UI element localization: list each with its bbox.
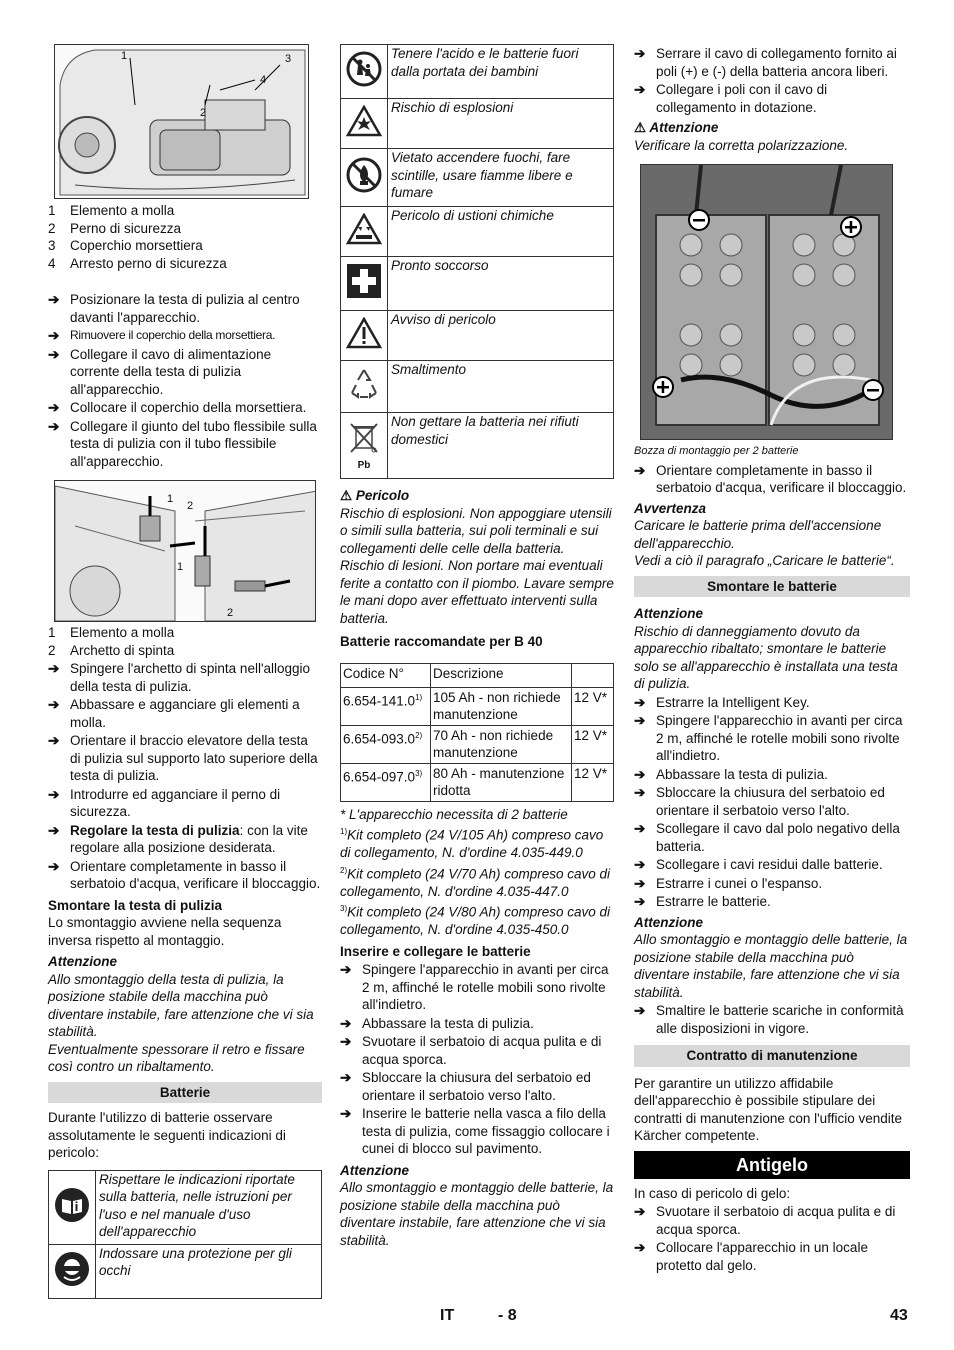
arrow-right-icon: ➔	[634, 766, 646, 782]
column-header: Descrizione	[431, 663, 572, 687]
footnote: $^{2)}$Kit completo (24 V/70 Ah) compreso cavo di collegamento, N. d'ordine 4.035-447.0	[340, 865, 610, 899]
footer-language: IT	[440, 1307, 455, 1324]
arrow-right-icon: ➔	[48, 328, 60, 343]
legend-item: 3 Coperchio morsettiera	[48, 238, 203, 253]
section-bar-contratto: Contratto di manutenzione	[634, 1045, 910, 1067]
column-2	[340, 44, 614, 1249]
step: ➔ Orientare completamente in basso il serbatoio d'acqua, verificare il bloccaggio.	[634, 462, 907, 495]
hazard-text: Pronto soccorso	[388, 257, 614, 311]
column-header: Codice N°	[341, 663, 431, 687]
footnote: $^{3)}$Kit completo (24 V/80 Ah) compreso cavo di collegamento, N. d'ordine 4.035-450.0	[340, 904, 610, 937]
arrow-right-icon: ➔	[48, 733, 60, 748]
step: ➔ Collegare il giunto del tubo flessibile sulla testa di pulizia con il tubo flessibile all'apparecchio.	[48, 418, 317, 469]
explosion-warning-icon	[346, 105, 382, 137]
arrow-right-icon: ➔	[634, 1240, 646, 1255]
table-row: 6.654-097.0$^{3)}$ 80 Ah - manutenzione ridotta 12 V*	[341, 763, 614, 801]
arrow-right-icon: ➔	[634, 46, 646, 61]
arrow-right-icon: ➔	[634, 857, 646, 872]
callout: 1	[121, 50, 128, 62]
attention-text: Allo smontaggio e montaggio delle batterie, la posizione stabile della macchina può diventare instabile, fare attenzione che vi sia stabilità.	[340, 1180, 614, 1248]
note-text: Caricare le batterie prima dell'accensione dell'apparecchio.	[634, 518, 882, 551]
hazard-text: Rispettare le indicazioni riportate sulla batteria, nelle istruzioni per l'uso e nel manuale d'uso dell'apparecchio	[96, 1170, 322, 1244]
paragraph: In caso di pericolo di gelo:	[634, 1185, 791, 1201]
step: ➔ Regolare la testa di pulizia: con la vite regolare alla posizione desiderata.	[48, 822, 308, 855]
table-row	[49, 1170, 322, 1244]
step: ➔ Scollegare il cavo dal polo negativo della batteria.	[634, 821, 900, 854]
step: ➔ Estrarre i cunei o l'espanso.	[634, 875, 823, 891]
legend-item: 1 Elemento a molla	[48, 625, 175, 640]
step: ➔ Abbassare la testa di pulizia.	[634, 766, 828, 782]
danger-text: Rischio di esplosioni. Non appoggiare utensili o simili sulla batteria, sui poli terminali e sui collegamenti delle celle della batteria.	[340, 505, 612, 556]
step: ➔ Orientare completamente in basso il serbatoio d'acqua, verificare il bloccaggio.	[48, 858, 321, 891]
warning-triangle-icon: ⚠	[340, 488, 353, 503]
step: ➔ Svuotare il serbatoio di acqua pulita e di acqua sporca.	[634, 1204, 896, 1237]
table-row	[341, 413, 614, 479]
photo-battery-layout	[640, 164, 893, 440]
step: ➔ Abbassare la testa di pulizia.	[340, 1015, 534, 1031]
no-household-waste-icon	[346, 420, 382, 456]
legend-item: 2 Archetto di spinta	[48, 642, 175, 658]
arrow-right-icon: ➔	[340, 1015, 352, 1031]
hazard-text: Avviso di pericolo	[388, 311, 614, 361]
legend-item: 2 Perno di sicurezza	[48, 220, 182, 236]
table-row	[341, 45, 614, 99]
heading-smontare-testa: Smontare la testa di pulizia	[48, 897, 223, 913]
pb-label: Pb	[357, 459, 371, 471]
arrow-right-icon: ➔	[340, 1070, 352, 1085]
arrow-right-icon: ➔	[634, 821, 646, 836]
section-bar-smontare-batterie: Smontare le batterie	[634, 576, 910, 598]
table-row	[341, 311, 614, 361]
step: ➔ Spingere l'apparecchio in avanti per circa 2 m, affinché le rotelle mobili sono rivolte all'indietro.	[634, 713, 903, 763]
paragraph: Per garantire un utilizzo affidabile dell'apparecchio è possibile stipulare dei contratti di manutenzione con l'ufficio vendite Kärcher competente.	[634, 1075, 902, 1143]
footnote: $^{1)}$Kit completo (24 V/105 Ah) compreso cavo di collegamento, N. d'ordine 4.035-449.0	[340, 827, 604, 860]
arrow-right-icon: ➔	[340, 1034, 352, 1049]
step: ➔ Collocare l'apparecchio in un locale protetto dal gelo.	[634, 1240, 868, 1273]
hazard-text: Non gettare la batteria nei rifiuti domestici	[388, 413, 614, 479]
step: ➔ Scollegare i cavi residui dalle batterie.	[634, 857, 883, 872]
arrow-right-icon: ➔	[634, 1003, 646, 1018]
hazard-text: Vietato accendere fuochi, fare scintille, usare fiamme libere e fumare	[388, 149, 614, 207]
step: ➔ Collegare il cavo di alimentazione corrente della testa di pulizia all'apparecchio.	[48, 346, 272, 397]
table-row	[341, 257, 614, 311]
column-3	[634, 44, 910, 1274]
callout: 2	[200, 107, 207, 119]
hazard-text: Pericolo di ustioni chimiche	[388, 207, 614, 257]
arrow-right-icon: ➔	[340, 1106, 352, 1121]
arrow-right-icon: ➔	[48, 400, 60, 415]
battery-table	[340, 663, 614, 802]
callout: 2	[187, 500, 194, 512]
step: ➔ Estrarre le batterie.	[634, 894, 771, 909]
legend-item: 1 Elemento a molla	[48, 203, 175, 218]
arrow-right-icon: ➔	[634, 785, 646, 800]
callout: 4	[260, 74, 267, 86]
attention-text: Allo smontaggio della testa di pulizia, la posizione stabile della macchina può diventare instabile, fare attenzione che vi sia stabilità.	[48, 971, 314, 1039]
callout: 2	[227, 607, 234, 619]
section-bar-antigelo: Antigelo	[634, 1151, 910, 1179]
step: ➔ Collegare i poli con il cavo di collegamento in dotazione.	[634, 82, 828, 115]
attention-text: Eventualmente spessorare il retro e fissare così contro un ribaltamento.	[48, 1041, 305, 1074]
table-row	[341, 99, 614, 149]
arrow-right-icon: ➔	[48, 858, 60, 874]
step: ➔ Rimuovere il coperchio della morsettiera.	[48, 328, 276, 343]
step: ➔ Collocare il coperchio della morsettiera.	[48, 400, 307, 415]
step: ➔ Posizionare la testa di pulizia al centro davanti l'apparecchio.	[48, 292, 300, 325]
step: ➔ Introdurre ed agganciare il perno di sicurezza.	[48, 786, 281, 819]
figure-push-bar-mount	[54, 480, 316, 622]
figure-2-legend	[48, 624, 322, 659]
recycling-icon	[346, 367, 382, 401]
step: ➔ Abbassare e agganciare gli elementi a molla.	[48, 697, 300, 730]
arrow-right-icon: ➔	[48, 418, 60, 434]
arrow-right-icon: ➔	[48, 822, 60, 838]
step: ➔ Serrare il cavo di collegamento fornito ai poli (+) e (-) della batteria ancora liberi.	[634, 46, 897, 79]
paragraph: Durante l'utilizzo di batterie osservare assolutamente le seguenti indicazioni di pericolo:	[48, 1110, 286, 1160]
attention-label: Attenzione	[340, 1162, 409, 1178]
warning-triangle-icon: ⚠	[634, 120, 647, 135]
column-header	[572, 663, 614, 687]
photo-caption: Bozza di montaggio per 2 batterie	[634, 445, 799, 457]
arrow-right-icon: ➔	[48, 346, 60, 362]
heading-recommended-batteries: Batterie raccomandate per B 40	[340, 634, 543, 649]
arrow-right-icon: ➔	[634, 1204, 646, 1219]
table-row: 6.654-093.0$^{2)}$ 70 Ah - non richiede manutenzione 12 V*	[341, 725, 614, 763]
hazard-text: Rischio di esplosioni	[388, 99, 614, 149]
hazard-text: Indossare una protezione per gli occhi	[96, 1244, 322, 1298]
footer-page-number: 43	[890, 1307, 908, 1324]
step: ➔ Spingere l'archetto di spinta nell'alloggio della testa di pulizia.	[48, 661, 311, 694]
hazard-table-2	[340, 44, 614, 479]
table-header-row	[341, 663, 614, 687]
attention-label: Attenzione	[634, 914, 703, 930]
arrow-right-icon: ➔	[48, 697, 60, 712]
attention-text: Allo smontaggio e montaggio delle batterie, la posizione stabile della macchina può diventare instabile, fare attenzione che vi sia stabilità.	[634, 932, 908, 1000]
callout: 3	[285, 53, 292, 65]
hazard-text: Tenere l'acido e le batterie fuori dalla portata dei bambini	[388, 45, 614, 99]
arrow-right-icon: ➔	[48, 786, 60, 802]
corrosive-warning-icon	[346, 213, 382, 245]
arrow-right-icon: ➔	[634, 713, 646, 728]
attention-label: ⚠ Attenzione	[634, 120, 719, 135]
arrow-right-icon: ➔	[634, 82, 646, 97]
eye-protection-icon	[54, 1251, 90, 1287]
attention-label: Attenzione	[48, 954, 117, 969]
table-row: 6.654-141.0$^{1)}$ 105 Ah - non richiede manutenzione 12 V*	[341, 687, 614, 725]
arrow-right-icon: ➔	[634, 462, 646, 478]
first-aid-icon	[346, 263, 382, 299]
arrow-right-icon: ➔	[340, 962, 352, 977]
column-1	[48, 44, 322, 1299]
general-warning-icon	[346, 317, 382, 349]
step: ➔ Svuotare il serbatoio di acqua pulita e di acqua sporca.	[340, 1034, 602, 1067]
danger-text: Rischio di lesioni. Non portare mai eventuali ferite a contatto con il piombo. Lavare sempre le mani dopo aver effettuato interventi sulla batteria.	[340, 558, 614, 626]
step: ➔ Sbloccare la chiusura del serbatoio ed orientare il serbatoio verso l'alto.	[340, 1070, 591, 1103]
step: ➔ Estrarre la Intelligent Key.	[634, 694, 810, 710]
danger-label: ⚠ Pericolo	[340, 488, 410, 503]
figure-1-legend	[48, 202, 322, 272]
legend-item: 4 Arresto perno di sicurezza	[48, 255, 227, 271]
step: ➔ Spingere l'apparecchio in avanti per circa 2 m, affinché le rotelle mobili sono rivolte all'indietro.	[340, 962, 609, 1012]
table-row	[341, 149, 614, 207]
note-label: Avvertenza	[634, 500, 707, 516]
callout: 1	[177, 561, 184, 573]
footnote: * L'apparecchio necessita di 2 batterie	[340, 806, 568, 822]
step: ➔ Inserire le batterie nella vasca a filo della testa di pulizia, come fissaggio collocare i cunei di blocco sul pavimento.	[340, 1106, 610, 1156]
step: ➔ Smaltire le batterie scariche in conformità alle disposizioni in vigore.	[634, 1003, 904, 1036]
attention-label: Attenzione	[634, 606, 703, 621]
read-manual-icon	[54, 1187, 90, 1223]
heading-insert-batteries: Inserire e collegare le batterie	[340, 943, 531, 959]
step: ➔ Sbloccare la chiusura del serbatoio ed orientare il serbatoio verso l'alto.	[634, 785, 885, 818]
attention-text: Rischio di danneggiamento dovuto da apparecchio ribaltato; smontare le batterie solo se all'apparecchio è installata una testa di pulizia.	[634, 623, 898, 691]
arrow-right-icon: ➔	[48, 292, 60, 307]
arrow-right-icon: ➔	[48, 661, 60, 676]
step: ➔ Orientare il braccio elevatore della testa di pulizia sul supporto lato superiore della testa di pulizia.	[48, 733, 318, 783]
no-open-flame-icon	[346, 157, 382, 193]
table-row	[341, 207, 614, 257]
callout: 1	[167, 493, 174, 505]
section-bar-batterie: Batterie	[48, 1082, 322, 1104]
table-row	[49, 1244, 322, 1298]
arrow-right-icon: ➔	[634, 875, 646, 891]
note-text: Vedi a ciò il paragrafo „Caricare le batterie“.	[634, 553, 895, 568]
arrow-right-icon: ➔	[634, 894, 646, 909]
footer-local-page: - 8	[498, 1307, 517, 1324]
paragraph: Lo smontaggio avviene nella sequenza inversa rispetto al montaggio.	[48, 915, 282, 948]
table-row	[341, 361, 614, 413]
figure-cleaning-head-mount	[54, 44, 309, 199]
keep-children-away-icon	[346, 51, 382, 87]
attention-text: Verificare la corretta polarizzazione.	[634, 137, 849, 153]
hazard-table-1	[48, 1170, 322, 1299]
hazard-text: Smaltimento	[388, 361, 614, 413]
arrow-right-icon: ➔	[634, 694, 646, 710]
